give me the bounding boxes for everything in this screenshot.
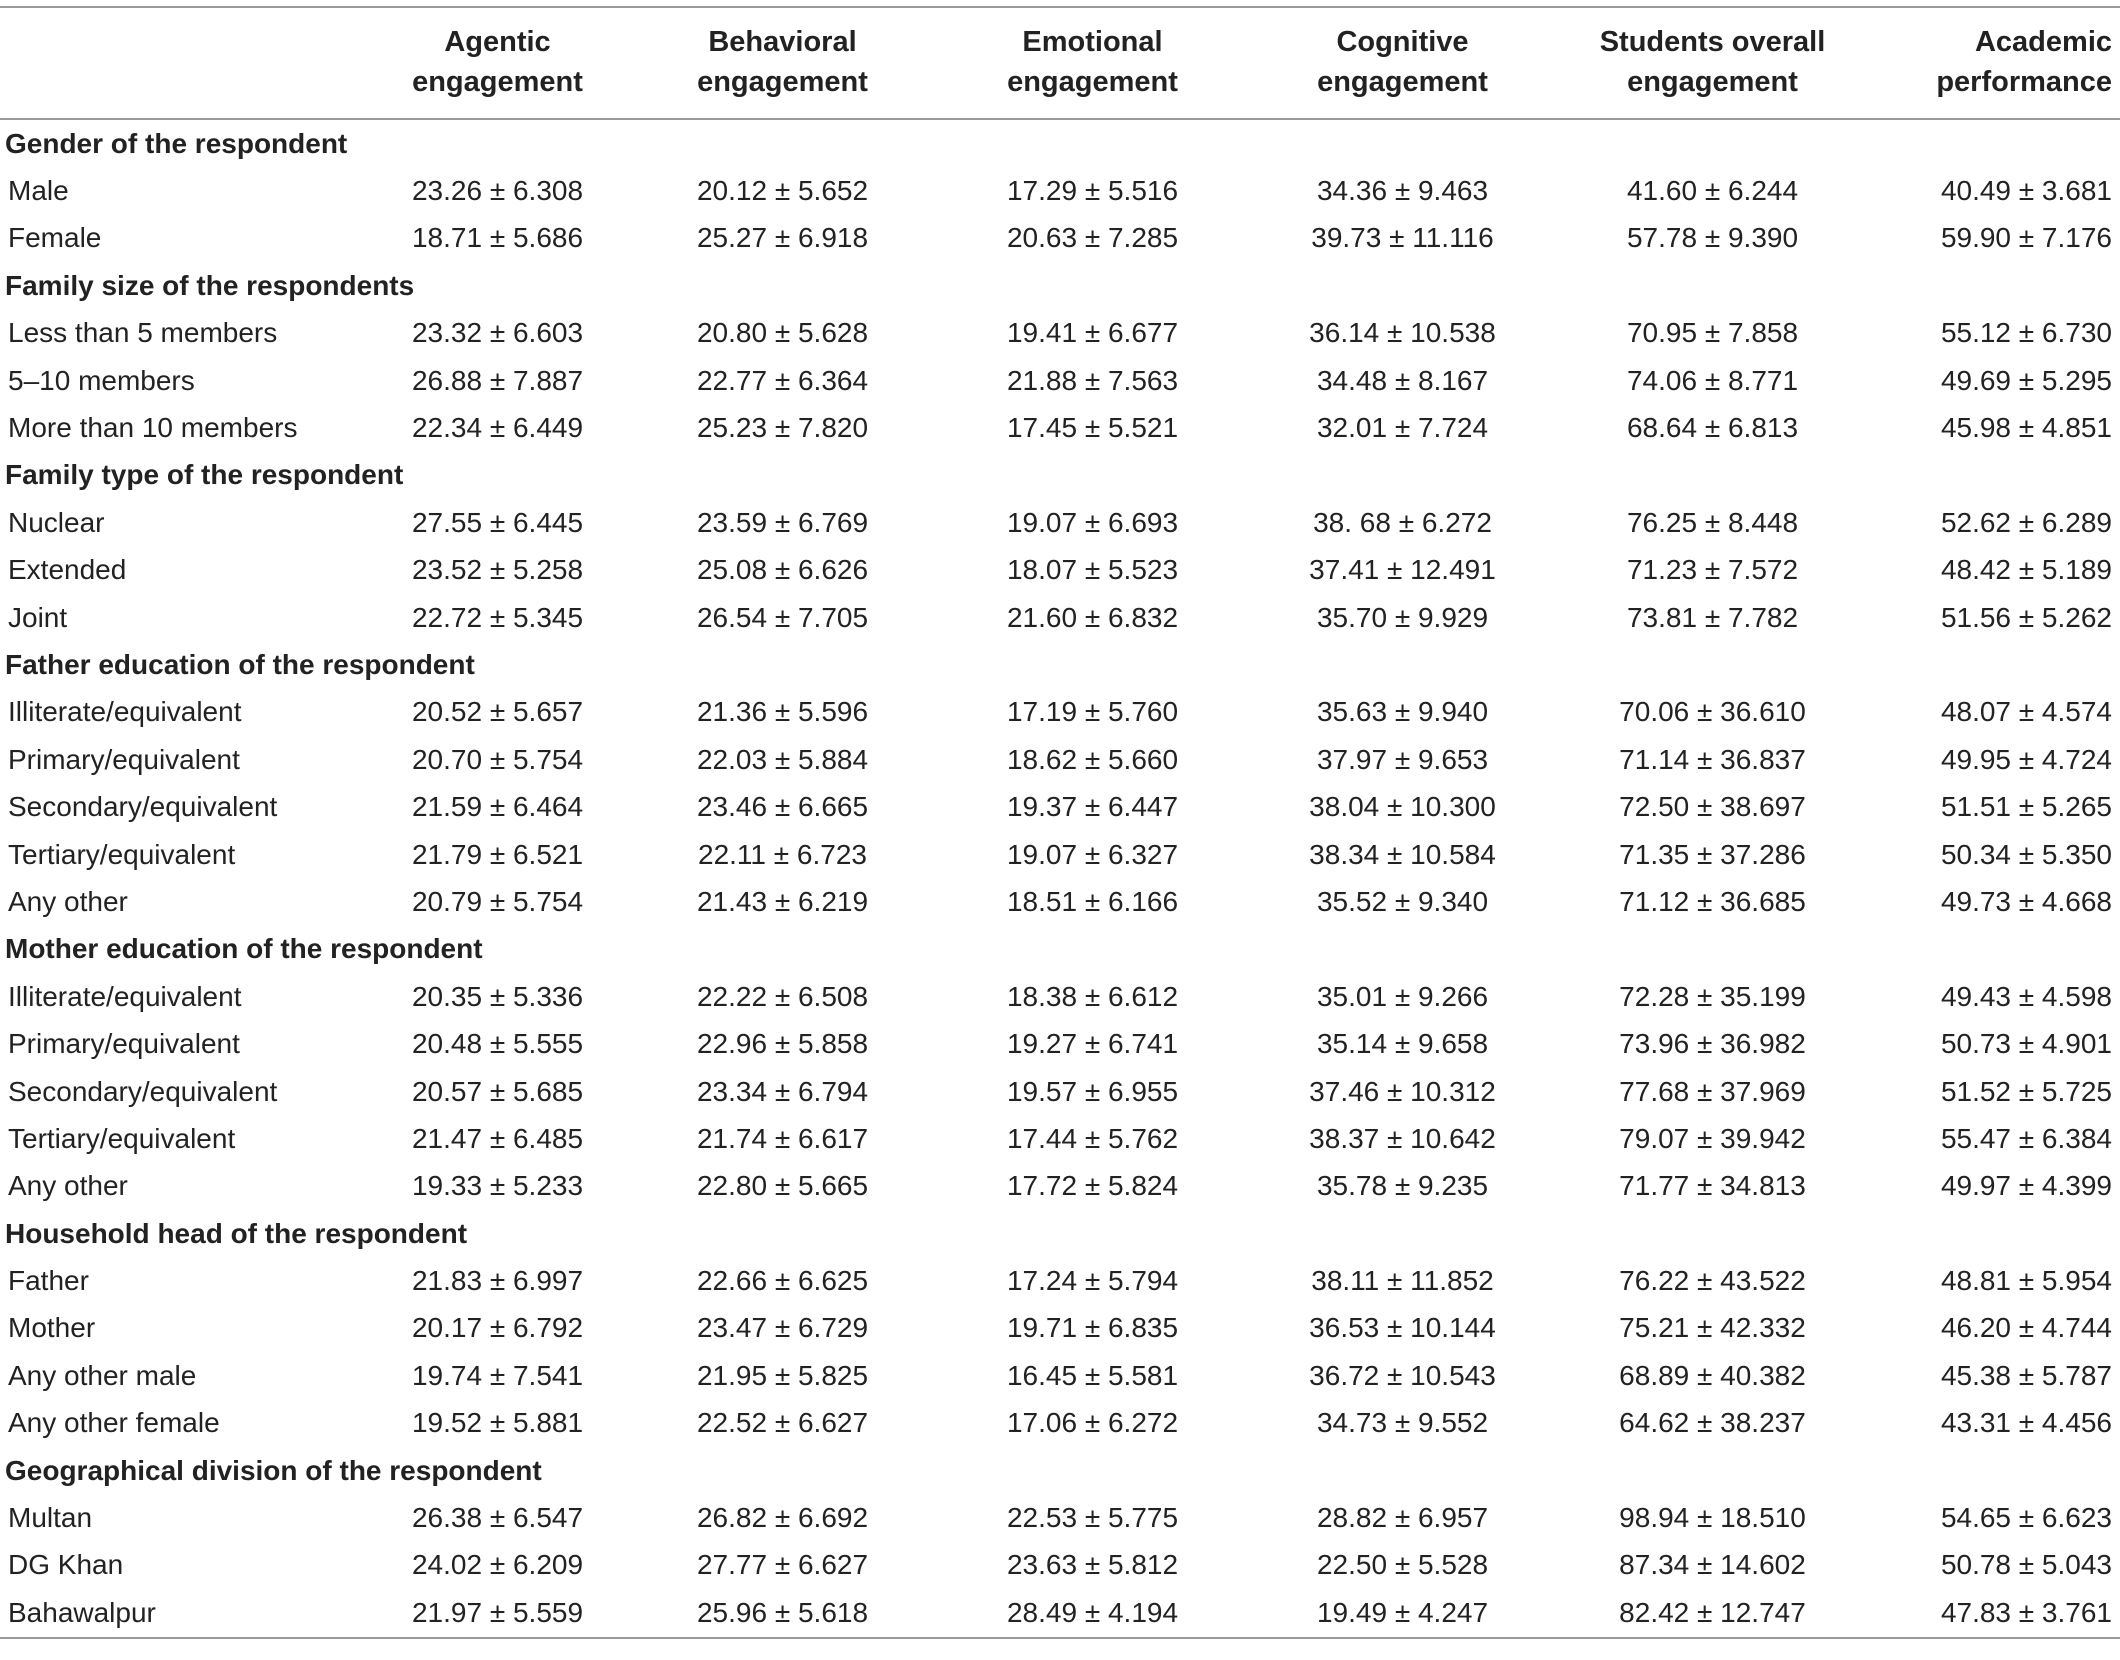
table-cell: 38.04 ± 10.300 — [1309, 791, 1496, 823]
table-cell: 22.66 ± 6.625 — [696, 1265, 869, 1297]
table-row — [0, 1400, 2120, 1447]
table-cell: 23.32 ± 6.603 — [411, 317, 584, 349]
table-cell: 35.14 ± 9.658 — [1316, 1028, 1489, 1060]
header-cell-blank — [0, 7, 370, 119]
table-cell: 20.52 ± 5.657 — [411, 696, 584, 728]
column-header — [940, 7, 1245, 119]
table-cell: 41.60 ± 6.244 — [1626, 175, 1799, 207]
table-cell: 49.73 ± 4.668 — [1940, 885, 2112, 917]
table-cell: 76.22 ± 43.522 — [1619, 1265, 1806, 1297]
table-cell: 52.62 ± 6.289 — [1940, 506, 2112, 538]
table-cell: 25.96 ± 5.618 — [625, 1589, 940, 1637]
table-cell: 21.43 ± 6.219 — [696, 885, 869, 917]
table-cell: 71.14 ± 36.837 — [1619, 743, 1806, 775]
table-cell: 48.07 ± 4.574 — [1940, 696, 2112, 728]
table-cell: 40.49 ± 3.681 — [1940, 175, 2112, 207]
table-cell: 22.34 ± 6.449 — [411, 412, 584, 444]
table-cell: 39.73 ± 11.116 — [1311, 222, 1494, 254]
table-cell: 20.17 ± 6.792 — [411, 1312, 584, 1344]
table-cell: 48.81 ± 5.954 — [1940, 1265, 2112, 1297]
table-cell: 19.57 ± 6.955 — [1006, 1075, 1179, 1107]
table-cell: 32.01 ± 7.724 — [1316, 412, 1489, 444]
table-row — [0, 736, 2120, 783]
table-cell: 18.71 ± 5.686 — [411, 222, 584, 254]
table-cell: 23.26 ± 6.308 — [411, 175, 584, 207]
table-cell: 23.34 ± 6.794 — [696, 1075, 869, 1107]
table-row — [0, 357, 2120, 404]
table-cell: 49.69 ± 5.295 — [1940, 364, 2112, 396]
row-label: Secondary/equivalent — [8, 1075, 278, 1107]
table-cell: 73.96 ± 36.982 — [1619, 1028, 1806, 1060]
column-header-line: Academic — [1974, 26, 2112, 58]
table-row — [0, 1020, 2120, 1067]
table-cell: 21.59 ± 6.464 — [411, 791, 584, 823]
row-label: More than 10 members — [8, 412, 298, 444]
row-label: Male — [8, 175, 69, 207]
table-cell: 17.72 ± 5.824 — [1006, 1170, 1179, 1202]
table-cell: 19.71 ± 6.835 — [1006, 1312, 1179, 1344]
table-cell: 25.08 ± 6.626 — [696, 554, 869, 586]
group-header-row — [0, 926, 2120, 973]
table-cell: 68.89 ± 40.382 — [1619, 1359, 1806, 1391]
table-cell: 45.38 ± 5.787 — [1940, 1359, 2112, 1391]
table-cell: 71.35 ± 37.286 — [1619, 838, 1806, 870]
table-cell: 22.77 ± 6.364 — [696, 364, 869, 396]
table-cell: 18.07 ± 5.523 — [1006, 554, 1179, 586]
table-row — [0, 547, 2120, 594]
group-header-row — [0, 641, 2120, 688]
column-header-line: engagement — [1007, 66, 1178, 98]
table-cell: 51.52 ± 5.725 — [1940, 1075, 2112, 1107]
row-label: Secondary/equivalent — [8, 791, 278, 823]
column-header-line: Agentic — [444, 26, 551, 58]
table-cell: 26.54 ± 7.705 — [696, 601, 869, 633]
table-cell: 21.97 ± 5.559 — [370, 1589, 625, 1637]
table-cell: 35.63 ± 9.940 — [1316, 696, 1489, 728]
table-cell: 49.97 ± 4.399 — [1940, 1170, 2112, 1202]
table-cell: 26.82 ± 6.692 — [696, 1502, 869, 1534]
row-label: Any other — [8, 1170, 128, 1202]
table-cell: 59.90 ± 7.176 — [1940, 222, 2112, 254]
table-cell: 27.77 ± 6.627 — [696, 1549, 869, 1581]
table-cell: 21.95 ± 5.825 — [696, 1359, 869, 1391]
table-cell: 18.51 ± 6.166 — [1006, 885, 1179, 917]
table-cell: 23.59 ± 6.769 — [696, 506, 869, 538]
row-label: Tertiary/equivalent — [8, 838, 236, 870]
table-cell: 17.19 ± 5.760 — [1006, 696, 1179, 728]
table-cell: 20.63 ± 7.285 — [1006, 222, 1179, 254]
row-label: Mother — [8, 1312, 96, 1344]
table-cell: 98.94 ± 18.510 — [1619, 1502, 1806, 1534]
row-label: Any other female — [8, 1407, 220, 1439]
row-label: Extended — [8, 554, 127, 586]
table-cell: 46.20 ± 4.744 — [1940, 1312, 2112, 1344]
table-row — [0, 404, 2120, 451]
table-cell: 20.57 ± 5.685 — [411, 1075, 584, 1107]
row-label: Less than 5 members — [8, 317, 278, 349]
table-cell: 55.12 ± 6.730 — [1940, 317, 2112, 349]
engagement-table — [0, 6, 2120, 1639]
row-label: 5–10 members — [8, 364, 195, 396]
table-row — [0, 1589, 2120, 1637]
table-cell: 22.53 ± 5.775 — [1006, 1502, 1179, 1534]
column-header — [1865, 7, 2120, 119]
table-cell: 45.98 ± 4.851 — [1940, 412, 2112, 444]
table-cell: 17.45 ± 5.521 — [1006, 412, 1179, 444]
table-cell: 37.46 ± 10.312 — [1309, 1075, 1496, 1107]
table-row — [0, 878, 2120, 925]
group-title: Geographical division of the respondent — [5, 1454, 542, 1486]
table-cell: 22.50 ± 5.528 — [1316, 1549, 1489, 1581]
table-row — [0, 1305, 2120, 1352]
row-label: Primary/equivalent — [8, 743, 240, 775]
column-header-line: performance — [1936, 66, 2112, 98]
table-cell: 73.81 ± 7.782 — [1626, 601, 1799, 633]
group-title: Family size of the respondents — [5, 269, 415, 301]
table-cell: 35.01 ± 9.266 — [1316, 980, 1489, 1012]
table-row — [0, 1542, 2120, 1589]
row-label: Father — [8, 1265, 89, 1297]
table-cell: 36.14 ± 10.538 — [1309, 317, 1496, 349]
table-cell: 74.06 ± 8.771 — [1626, 364, 1799, 396]
table-cell: 22.80 ± 5.665 — [696, 1170, 869, 1202]
header-row — [0, 7, 2120, 119]
table-cell: 36.53 ± 10.144 — [1309, 1312, 1496, 1344]
table-cell: 50.78 ± 5.043 — [1940, 1549, 2112, 1581]
engagement-table-container — [0, 6, 2120, 1639]
table-row — [0, 689, 2120, 736]
table-row — [0, 1115, 2120, 1162]
column-header-line: engagement — [1627, 66, 1798, 98]
table-body — [0, 119, 2120, 1638]
table-cell: 38.34 ± 10.584 — [1309, 838, 1496, 870]
table-cell: 23.63 ± 5.812 — [1006, 1549, 1179, 1581]
table-cell: 19.41 ± 6.677 — [1006, 317, 1179, 349]
table-cell: 19.33 ± 5.233 — [411, 1170, 584, 1202]
column-header — [370, 7, 625, 119]
table-cell: 54.65 ± 6.623 — [1940, 1502, 2112, 1534]
table-row — [0, 499, 2120, 546]
group-header-row — [0, 262, 2120, 309]
table-cell: 72.28 ± 35.199 — [1619, 980, 1806, 1012]
column-header-line: Students overall — [1599, 26, 1826, 58]
table-cell: 49.43 ± 4.598 — [1940, 980, 2112, 1012]
table-cell: 49.95 ± 4.724 — [1940, 743, 2112, 775]
table-cell: 47.83 ± 3.761 — [1865, 1589, 2120, 1637]
table-cell: 87.34 ± 14.602 — [1619, 1549, 1806, 1581]
table-cell: 21.83 ± 6.997 — [411, 1265, 584, 1297]
table-cell: 21.47 ± 6.485 — [411, 1122, 584, 1154]
table-cell: 22.52 ± 6.627 — [696, 1407, 869, 1439]
table-cell: 28.49 ± 4.194 — [940, 1589, 1245, 1637]
table-row — [0, 1494, 2120, 1541]
table-cell: 18.38 ± 6.612 — [1006, 980, 1179, 1012]
table-cell: 75.21 ± 42.332 — [1619, 1312, 1806, 1344]
table-cell: 20.80 ± 5.628 — [696, 317, 869, 349]
table-cell: 19.27 ± 6.741 — [1006, 1028, 1179, 1060]
table-cell: 35.52 ± 9.340 — [1316, 885, 1489, 917]
column-header — [1245, 7, 1560, 119]
table-cell: 19.07 ± 6.693 — [1006, 506, 1179, 538]
column-header — [1560, 7, 1865, 119]
row-label: Joint — [8, 601, 68, 633]
column-header-line: Emotional — [1022, 26, 1163, 58]
row-label: Bahawalpur — [0, 1589, 370, 1637]
table-header — [0, 7, 2120, 119]
table-cell: 27.55 ± 6.445 — [411, 506, 584, 538]
table-cell: 37.41 ± 12.491 — [1309, 554, 1496, 586]
table-cell: 17.24 ± 5.794 — [1006, 1265, 1179, 1297]
table-cell: 51.56 ± 5.262 — [1940, 601, 2112, 633]
row-label: Multan — [8, 1502, 93, 1534]
group-title: Family type of the respondent — [5, 459, 404, 491]
table-cell: 23.52 ± 5.258 — [411, 554, 584, 586]
group-title: Mother education of the respondent — [5, 933, 483, 965]
table-row — [0, 973, 2120, 1020]
table-cell: 19.37 ± 6.447 — [1006, 791, 1179, 823]
table-cell: 21.60 ± 6.832 — [1006, 601, 1179, 633]
table-cell: 20.12 ± 5.652 — [696, 175, 869, 207]
table-cell: 35.70 ± 9.929 — [1316, 601, 1489, 633]
table-row — [0, 1068, 2120, 1115]
table-cell: 38.37 ± 10.642 — [1309, 1122, 1496, 1154]
table-cell: 55.47 ± 6.384 — [1940, 1122, 2112, 1154]
table-cell: 26.88 ± 7.887 — [411, 364, 584, 396]
group-header-row — [0, 452, 2120, 499]
table-cell: 20.48 ± 5.555 — [411, 1028, 584, 1060]
table-cell: 51.51 ± 5.265 — [1940, 791, 2112, 823]
table-row — [0, 831, 2120, 878]
row-label: Any other — [8, 885, 128, 917]
table-cell: 19.49 ± 4.247 — [1245, 1589, 1560, 1637]
table-cell: 50.34 ± 5.350 — [1940, 838, 2112, 870]
table-cell: 20.70 ± 5.754 — [411, 743, 584, 775]
table-cell: 71.23 ± 7.572 — [1626, 554, 1799, 586]
group-header-row — [0, 1210, 2120, 1257]
table-cell: 34.73 ± 9.552 — [1316, 1407, 1489, 1439]
table-cell: 25.27 ± 6.918 — [696, 222, 869, 254]
row-label: Any other male — [8, 1359, 197, 1391]
table-row — [0, 1257, 2120, 1304]
table-cell: 71.77 ± 34.813 — [1619, 1170, 1806, 1202]
table-cell: 18.62 ± 5.660 — [1006, 743, 1179, 775]
table-row — [0, 594, 2120, 641]
table-cell: 24.02 ± 6.209 — [411, 1549, 584, 1581]
column-header-line: engagement — [412, 66, 583, 98]
group-title: Father education of the respondent — [5, 648, 475, 680]
table-cell: 17.29 ± 5.516 — [1006, 175, 1179, 207]
table-cell: 68.64 ± 6.813 — [1626, 412, 1799, 444]
row-label: Primary/equivalent — [8, 1028, 240, 1060]
table-row — [0, 783, 2120, 830]
row-label: Illiterate/equivalent — [8, 696, 242, 728]
table-cell: 37.97 ± 9.653 — [1316, 743, 1489, 775]
table-cell: 79.07 ± 39.942 — [1619, 1122, 1806, 1154]
table-cell: 20.79 ± 5.754 — [411, 885, 584, 917]
column-header-line: engagement — [1317, 66, 1488, 98]
table-cell: 57.78 ± 9.390 — [1626, 222, 1799, 254]
group-title: Household head of the respondent — [5, 1217, 468, 1249]
column-header-line: Behavioral — [708, 26, 857, 58]
column-header-line: engagement — [697, 66, 868, 98]
table-cell: 76.25 ± 8.448 — [1626, 506, 1799, 538]
table-cell: 28.82 ± 6.957 — [1316, 1502, 1489, 1534]
table-cell: 64.62 ± 38.237 — [1619, 1407, 1806, 1439]
column-header-line: Cognitive — [1336, 26, 1469, 58]
table-cell: 36.72 ± 10.543 — [1309, 1359, 1496, 1391]
table-cell: 20.35 ± 5.336 — [411, 980, 584, 1012]
table-cell: 35.78 ± 9.235 — [1316, 1170, 1489, 1202]
table-cell: 22.72 ± 5.345 — [411, 601, 584, 633]
table-cell: 38. 68 ± 6.272 — [1313, 506, 1492, 538]
table-cell: 25.23 ± 7.820 — [696, 412, 869, 444]
table-cell: 19.52 ± 5.881 — [411, 1407, 584, 1439]
table-cell: 72.50 ± 38.697 — [1619, 791, 1806, 823]
table-row — [0, 310, 2120, 357]
table-cell: 23.47 ± 6.729 — [696, 1312, 869, 1344]
table-cell: 43.31 ± 4.456 — [1940, 1407, 2112, 1439]
column-header — [625, 7, 940, 119]
group-header-row — [0, 1447, 2120, 1494]
table-cell: 50.73 ± 4.901 — [1940, 1028, 2112, 1060]
table-cell: 21.36 ± 5.596 — [696, 696, 869, 728]
row-label: Nuclear — [8, 506, 105, 538]
row-label: Tertiary/equivalent — [8, 1122, 236, 1154]
table-cell: 22.96 ± 5.858 — [696, 1028, 869, 1060]
table-row — [0, 167, 2120, 214]
table-cell: 34.36 ± 9.463 — [1316, 175, 1489, 207]
row-label: Illiterate/equivalent — [8, 980, 242, 1012]
table-cell: 22.22 ± 6.508 — [696, 980, 869, 1012]
table-row — [0, 1163, 2120, 1210]
table-cell: 22.11 ± 6.723 — [698, 838, 867, 870]
table-cell: 21.74 ± 6.617 — [696, 1122, 869, 1154]
table-cell: 19.07 ± 6.327 — [1006, 838, 1179, 870]
table-cell: 71.12 ± 36.685 — [1619, 885, 1806, 917]
table-cell: 26.38 ± 6.547 — [411, 1502, 584, 1534]
table-cell: 34.48 ± 8.167 — [1316, 364, 1489, 396]
table-cell: 38.11 ± 11.852 — [1311, 1265, 1494, 1297]
table-row — [0, 1352, 2120, 1399]
table-cell: 22.03 ± 5.884 — [696, 743, 869, 775]
table-cell: 70.06 ± 36.610 — [1619, 696, 1806, 728]
row-label: Female — [8, 222, 102, 254]
table-cell: 48.42 ± 5.189 — [1940, 554, 2112, 586]
table-cell: 21.79 ± 6.521 — [411, 838, 584, 870]
table-cell: 16.45 ± 5.581 — [1006, 1359, 1179, 1391]
table-cell: 82.42 ± 12.747 — [1560, 1589, 1865, 1637]
table-cell: 21.88 ± 7.563 — [1006, 364, 1179, 396]
table-cell: 17.06 ± 6.272 — [1006, 1407, 1179, 1439]
table-cell: 23.46 ± 6.665 — [696, 791, 869, 823]
table-cell: 17.44 ± 5.762 — [1006, 1122, 1179, 1154]
row-label: DG Khan — [8, 1549, 124, 1581]
table-cell: 70.95 ± 7.858 — [1626, 317, 1799, 349]
group-title: Gender of the respondent — [5, 127, 348, 159]
table-cell: 19.74 ± 7.541 — [411, 1359, 584, 1391]
table-row — [0, 215, 2120, 262]
table-cell: 77.68 ± 37.969 — [1619, 1075, 1806, 1107]
group-header-row — [0, 119, 2120, 167]
